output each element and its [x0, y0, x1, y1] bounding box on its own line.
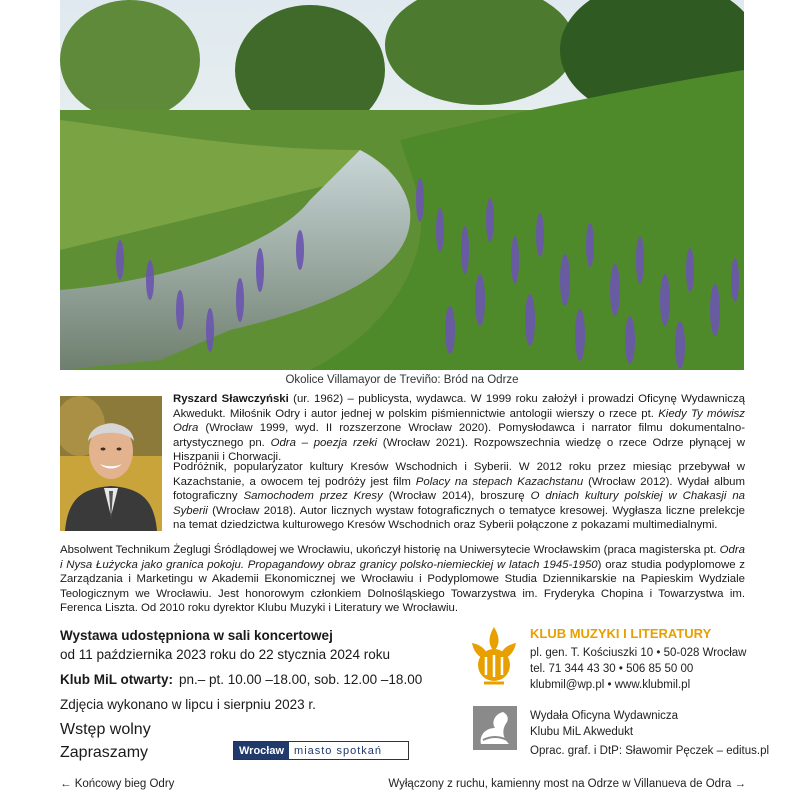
exhibition-dates: od 11 października 2023 roku do 22 stycznia 2024 roku	[60, 647, 390, 662]
prev-page-link[interactable]: ← Końcowy bieg Odry	[60, 778, 175, 790]
bio-paragraph-1	[173, 392, 745, 465]
photos-date: Zdjęcia wykonano w lipcu i sierpniu 2023 r.	[60, 697, 316, 712]
free-entry: Wstęp wolny	[60, 721, 151, 738]
hours-label: Klub MiL otwarty:	[60, 672, 173, 687]
author-name: Ryszard Sławczyński	[173, 393, 289, 405]
bio-p3-t1: Odra i Nysa Łużycka jako granica pokoju. Propagandowy obraz granicy polsko-niemieckiej w latach 1945-1950	[60, 544, 745, 571]
bio-p2-t3: O dniach kultury polskiej w Chakasji na Syberii	[173, 490, 745, 517]
wroclaw-logo-right: miasto spotkań	[294, 744, 383, 757]
hours-value: pn.– pt. 10.00 –18.00, sob. 12.00 –18.00	[179, 672, 423, 687]
exhibition-title: Wystawa udostępniona w sali koncertowej	[60, 628, 333, 643]
invitation: Zapraszamy	[60, 744, 149, 761]
bio-p1-end: (Wrocław 2021). Rozpowszechnia wiedzę o rzece Odrze płynącej w Hiszpanii i Chorwacji.	[173, 436, 745, 464]
club-address: pl. gen. T. Kościuszki 10 • 50-028 Wrocław	[530, 647, 747, 659]
publisher-line-2: Klubu MiL Akwedukt	[530, 726, 634, 738]
wroclaw-logo-left: Wrocław	[234, 742, 289, 759]
bio-p2-t1: Polacy na stepach Kazachstanu	[415, 475, 584, 488]
next-page-link[interactable]: Wyłączony z ruchu, kamienny most na Odrze w Villanueva de Odra →	[388, 778, 746, 790]
bio-p2-d: (Wrocław 2018). Autor licznych wystaw fotograficznych o tematyce kresowej. Wygłasza liczne prelekcje na temat dziedzictwa kulturowego Kresów Wschodnich oraz Syberii połączone z pokazami multimedialnymi.	[173, 504, 745, 532]
photo-caption: Okolice Villamayor de Treviño: Bród na Odrze	[285, 374, 519, 386]
club-name: KLUB MUZYKI I LITERATURY	[530, 626, 712, 641]
publisher-logo-icon	[473, 706, 517, 750]
club-phone: tel. 71 344 43 30 • 506 85 50 00	[530, 663, 694, 675]
bio-p3-b: ) oraz studia podyplomowe z Zarządzania i Marketingu w Akademii Ekonomicznej we Wrocławiu i Podyplomowe Studia Dziennikarskie na Papieskim Wydziale Teologicznym we Wrocławiu. Jest honorowym członkiem Dolnośląskiego Towarzystwa im. Fryderyka Chopina i Towarzystwa im. Ferenca Liszta. Od 2010 roku dyrektor Klubu Muzyki i Literatury we Wrocławiu.	[60, 558, 745, 615]
bio-p2-t2: Samochodem przez Kresy	[243, 490, 383, 503]
publisher-line-1: Wydała Oficyna Wydawnicza	[530, 710, 679, 722]
graphic-credit: Oprac. graf. i DtP: Sławomir Pęczek – editus.pl	[530, 745, 770, 757]
wroclaw-logo	[233, 741, 409, 760]
bio-p2-b: (Wrocław 2012). Wydał album fotograficzny	[173, 475, 745, 503]
author-portrait	[60, 396, 162, 531]
bio-paragraph-3	[60, 543, 745, 616]
club-logo-icon	[466, 625, 522, 687]
bio-p1-mid: (Wrocław 1999, wyd. II rozszerzone Wrocław 2020). Pomysłodawca i narrator filmu dokumentalno-artystycznego pn.	[173, 422, 745, 449]
bio-p3-a: Absolwent Technikum Żeglugi Śródlądowej we Wrocławiu, ukończył historię na Uniwersytecie Wrocławskim (praca magisterska pt.	[60, 544, 720, 556]
club-contact: klubmil@wp.pl • www.klubmil.pl	[530, 679, 691, 691]
bio-p1-text: (ur. 1962) – publicysta, wydawca. W 1999 roku założył i prowadzi Oficynę Wydawniczą Akwedukt. Miłośnik Odry i autor jednej w polskim piśmiennictwie antologii wierszy o rzece pt.	[173, 393, 745, 420]
bio-p1-title2: Odra – poezja rzeki	[270, 436, 378, 449]
opening-hours	[60, 672, 422, 687]
river-photo	[60, 0, 744, 370]
bio-p1-title1: Kiedy Ty mówisz Odra	[173, 407, 745, 435]
bio-paragraph-2	[173, 460, 745, 533]
bio-p2-a: Podróżnik, popularyzator kultury Kresów Wschodnich i Syberii. W 2012 roku przez miesiąc przebywał w Kazachstanie, a owocem tej podróży jest film	[173, 461, 745, 488]
bio-p2-c: (Wrocław 2014), broszurę	[382, 490, 531, 503]
